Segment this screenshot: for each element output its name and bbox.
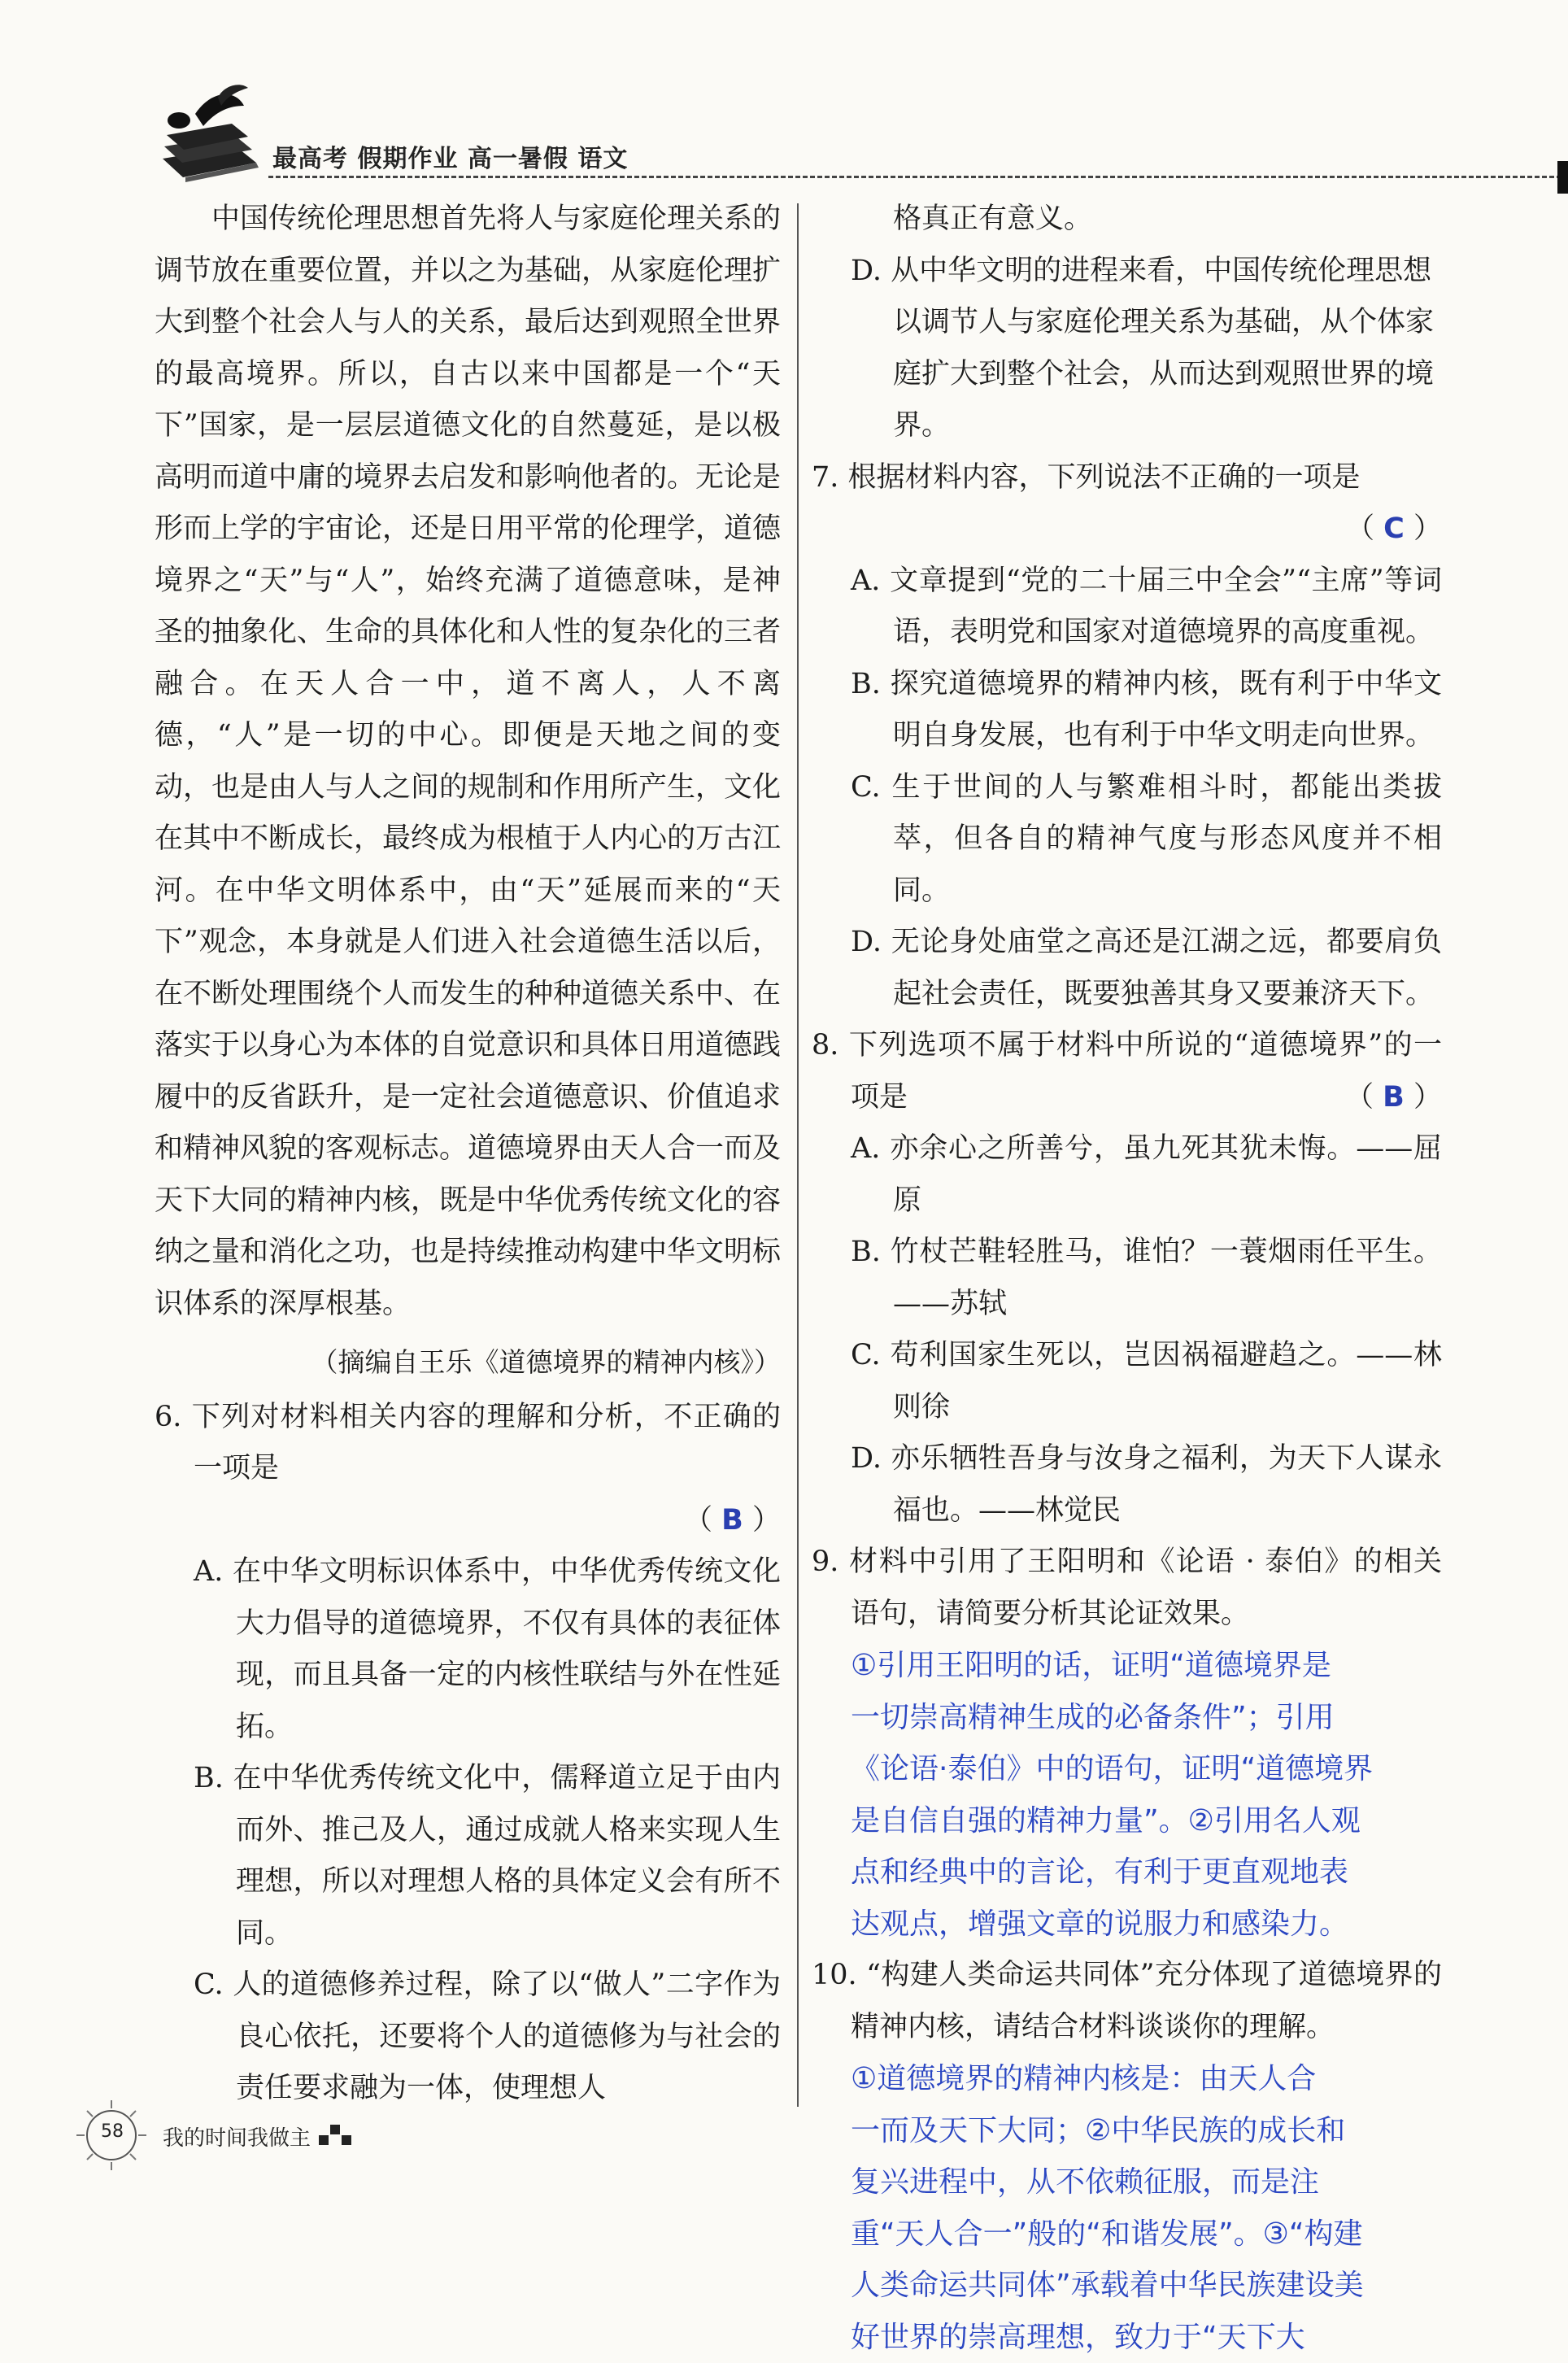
question-7-answer: C [1383, 512, 1405, 545]
question-7-option-c: C. 生于世间的人与繁难相斗时，都能出类拔萃，但各自的精神气度与形态风度并不相同。 [812, 762, 1442, 918]
left-column [155, 194, 781, 2115]
handwritten-line: 一而及天下大同；②中华民族的成长和 [851, 2105, 1442, 2157]
footer-motto: 我的时间我做主 [163, 2121, 311, 2152]
answer-bracket-close: ） [1413, 512, 1442, 545]
question-6-option-a: A. 在中华文明标识体系中，中华优秀传统文化大力倡导的道德境界，不仅有具体的表征体现，而且具备一定的内核性联结与外在性延拓。 [155, 1546, 781, 1753]
column-divider [797, 203, 799, 2107]
question-9 [812, 1537, 1442, 1950]
handwritten-line: ①道德境界的精神内核是：由天人合 [851, 2053, 1442, 2105]
question-8-stem: 8. 下列选项不属于材料中所说的“道德境界”的一项是 [812, 1020, 1442, 1123]
question-6-answer: B [721, 1504, 743, 1537]
handwritten-line: 好世界的崇高理想，致力于“天下大 [851, 2312, 1442, 2363]
answer-bracket-open: （ [1345, 1081, 1374, 1114]
question-7-option-b: B. 探究道德境界的精神内核，既有利于中华文明自身发展，也有利于中华文明走向世界。 [812, 659, 1442, 762]
question-7 [812, 452, 1442, 1021]
question-6-stem: 6. 下列对材料相关内容的理解和分析，不正确的一项是 [155, 1392, 781, 1495]
answer-bracket-close: ） [1413, 1081, 1442, 1114]
page-header [146, 81, 1448, 187]
question-6-option-c-continued: 格真正有意义。 [812, 194, 1442, 246]
question-8-option-d: D. 亦乐牺牲吾身与汝身之福利，为天下人谋永福也。——林觉民 [812, 1433, 1442, 1537]
handwritten-line: ①引用王阳明的话，证明“道德境界是 [851, 1640, 1442, 1692]
question-7-answer-row [812, 504, 1442, 556]
question-7-option-d: D. 无论身处庙堂之高还是江湖之远，都要肩负起社会责任，既要独善其身又要兼济天下。 [812, 917, 1442, 1020]
question-7-option-a: A. 文章提到“党的二十届三中全会”“主席”等词语，表明党和国家对道德境界的高度重视。 [812, 556, 1442, 659]
question-9-handwritten-answer [812, 1640, 1442, 1950]
handwritten-line: 是自信自强的精神力量”。②引用名人观 [851, 1795, 1442, 1847]
books-logo-icon [146, 81, 268, 187]
right-column [812, 194, 1442, 2363]
passage-source: （摘编自王乐《道德境界的精神内核》） [155, 1336, 781, 1389]
handwritten-line: 重“天人合一”般的“和谐发展”。③“构建 [851, 2208, 1442, 2261]
header-end-cap [1557, 161, 1568, 194]
question-8-option-c: C. 苟利国家生死以，岂因祸福避趋之。——林则徐 [812, 1330, 1442, 1433]
handwritten-line: 一切崇高精神生成的必备条件”；引用 [851, 1692, 1442, 1744]
header-dashed-rule [268, 176, 1561, 178]
header-title: 最高考 假期作业 高一暑假 语文 [272, 138, 628, 174]
question-6 [155, 1392, 781, 2115]
question-8-option-a: A. 亦余心之所善兮，虽九死其犹未悔。——屈原 [812, 1123, 1442, 1227]
question-7-stem: 7. 根据材料内容，下列说法不正确的一项是 [812, 452, 1442, 504]
question-8 [812, 1020, 1442, 1537]
question-10-stem: 10. “构建人类命运共同体”充分体现了道德境界的精神内核，请结合材料谈谈你的理解。 [812, 1950, 1442, 2053]
handwritten-line: 复兴进程中，从不依赖征服，而是注 [851, 2156, 1442, 2208]
handwritten-line: 《论语·泰伯》中的语句，证明“道德境界 [851, 1743, 1442, 1795]
question-6-answer-row [155, 1495, 781, 1547]
passage-paragraph: 中国传统伦理思想首先将人与家庭伦理关系的调节放在重要位置，并以之为基础，从家庭伦理扩大到整个社会人与人的关系，最后达到观照全世界的最高境界。所以，自古以来中国都是一个“天下”国家，是一层层道德文化的自然蔓延，是以极高明而道中庸的境界去启发和影响他者的。无论是形而上学的宇宙论，还是日用平常的伦理学，道德境界之“天”与“人”，始终充满了道德意味，是神圣的抽象化、生命的具体化和人性的复杂化的三者融合。在天人合一中，道不离人，人不离德，“人”是一切的中心。即便是天地之间的变动，也是由人与人之间的规制和作用所产生，文化在其中不断成长，最终成为根植于人内心的万古江河。在中华文明体系中，由“天”延展而来的“天下”观念，本身就是人们进入社会道德生活以后，在不断处理围绕个人而发生的种种道德关系中、在落实于以身心为本体的自觉意识和具体日用道德践履中的反省跃升，是一定社会道德意识、价值追求和精神风貌的客观标志。道德境界由天人合一而及天下大同的精神内核，既是中华优秀传统文化的容纳之量和消化之功，也是持续推动构建中华文明标识体系的深厚根基。 [155, 194, 781, 1330]
answer-bracket-close: ） [752, 1504, 781, 1537]
handwritten-line: 人类命运共同体”承载着中华民族建设美 [851, 2260, 1442, 2312]
question-9-stem: 9. 材料中引用了王阳明和《论语 · 泰伯》的相关语句，请简要分析其论证效果。 [812, 1537, 1442, 1640]
checker-squares-icon [319, 2123, 358, 2147]
handwritten-line: 达观点，增强文章的说服力和感染力。 [851, 1899, 1442, 1951]
page-number: 58 [94, 2121, 130, 2142]
question-10-handwritten-answer [812, 2053, 1442, 2363]
question-8-answer: B [1383, 1081, 1405, 1114]
question-10 [812, 1950, 1442, 2363]
question-6-option-c: C. 人的道德修养过程，除了以“做人”二字作为良心依托，还要将个人的道德修为与社会的责任要求融为一体，使理想人 [155, 1960, 781, 2115]
answer-bracket-open: （ [684, 1504, 712, 1537]
question-6-option-b: B. 在中华优秀传统文化中，儒释道立足于由内而外、推己及人，通过成就人格来实现人生理想，所以对理想人格的具体定义会有所不同。 [155, 1753, 781, 1960]
answer-bracket-open: （ [1346, 512, 1374, 545]
question-6-option-d: D. 从中华文明的进程来看，中国传统伦理思想以调节人与家庭伦理关系为基础，从个体家庭扩大到整个社会，从而达到观照世界的境界。 [812, 246, 1442, 452]
page-footer [75, 2099, 400, 2172]
handwritten-line: 点和经典中的言论，有利于更直观地表 [851, 1846, 1442, 1899]
question-8-option-b: B. 竹杖芒鞋轻胜马，谁怕？一蓑烟雨任平生。——苏轼 [812, 1227, 1442, 1330]
